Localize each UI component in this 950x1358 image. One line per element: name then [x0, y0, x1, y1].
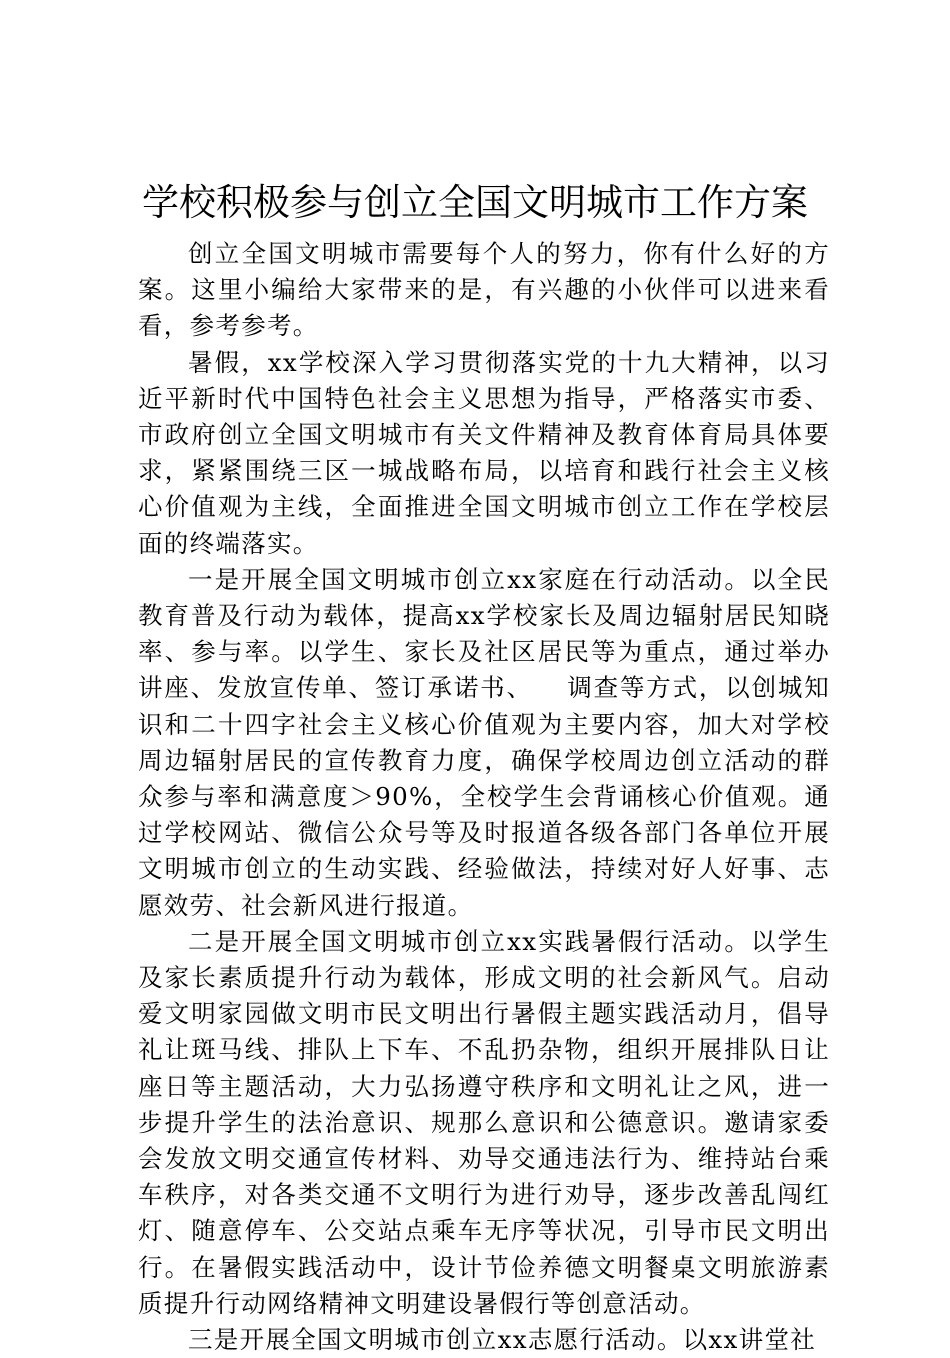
document-body	[138, 236, 830, 1358]
paragraph-item-one-part-b: 调查等方式，以创城知识和二十四字社会主义核心价值观为主要内容，加大对学校周边辐射居民的宣传教育力度，确保学校周边创立活动的群众参与率和满意度＞90%，全校学生会背诵核心价值观。通过学校网站、微信公众号等及时报道各级各部门各单位开展文明城市创立的生动实践、经验做法，持续对好人好事、志愿效劳、社会新风进行报道。	[138, 673, 831, 920]
paragraph-summer-overview: 暑假，xx学校深入学习贯彻落实党的十九大精神，以习近平新时代中国特色社会主义思想为指导，严格落实市委、市政府创立全国文明城市有关文件精神及教育体育局具体要求，紧紧围绕三区一城战略布局，以培育和践行社会主义核心价值观为主线，全面推进全国文明城市创立工作在学校层面的终端落实。	[138, 347, 830, 558]
paragraph-item-one	[138, 562, 830, 924]
paragraph-item-three: 三是开展全国文明城市创立xx志愿行活动。以xx讲堂社	[188, 1325, 817, 1355]
paragraph-item-one-part-a: 一是开展全国文明城市创立xx家庭在行动活动。以全民教育普及行动为载体，提高xx学校家长及周边辐射居民知晓率、参与率。以学生、家长及社区居民等为重点，通过举办讲座、发放宣传单、签订承诺书、	[138, 564, 830, 703]
paragraph-intro: 创立全国文明城市需要每个人的努力，你有什么好的方案。这里小编给大家带来的是，有兴趣的小伙伴可以进来看看，参考参考。	[138, 239, 830, 341]
document-title: 学校积极参与创立全国文明城市工作方案	[142, 181, 808, 224]
paragraph-item-two: 二是开展全国文明城市创立xx实践暑假行活动。以学生及家长素质提升行动为载体，形成文明的社会新风气。启动爱文明家园做文明市民文明出行暑假主题实践活动月，倡导礼让斑马线、排队上下车、不乱扔杂物，组织开展排队日让座日等主题活动，大力弘扬遵守秩序和文明礼让之风，进一步提升学生的法治意识、规那么意识和公德意识。邀请家委会发放文明交通宣传材料、劝导交通违法行为、维持站台乘车秩序，对各类交通不文明行为进行劝导，逐步改善乱闯红灯、随意停车、公交站点乘车无序等状况，引导市民文明出行。在暑假实践活动中，设计节俭养德文明餐桌文明旅游素质提升行动网络精神文明建设暑假行等创意活动。	[138, 926, 830, 1318]
